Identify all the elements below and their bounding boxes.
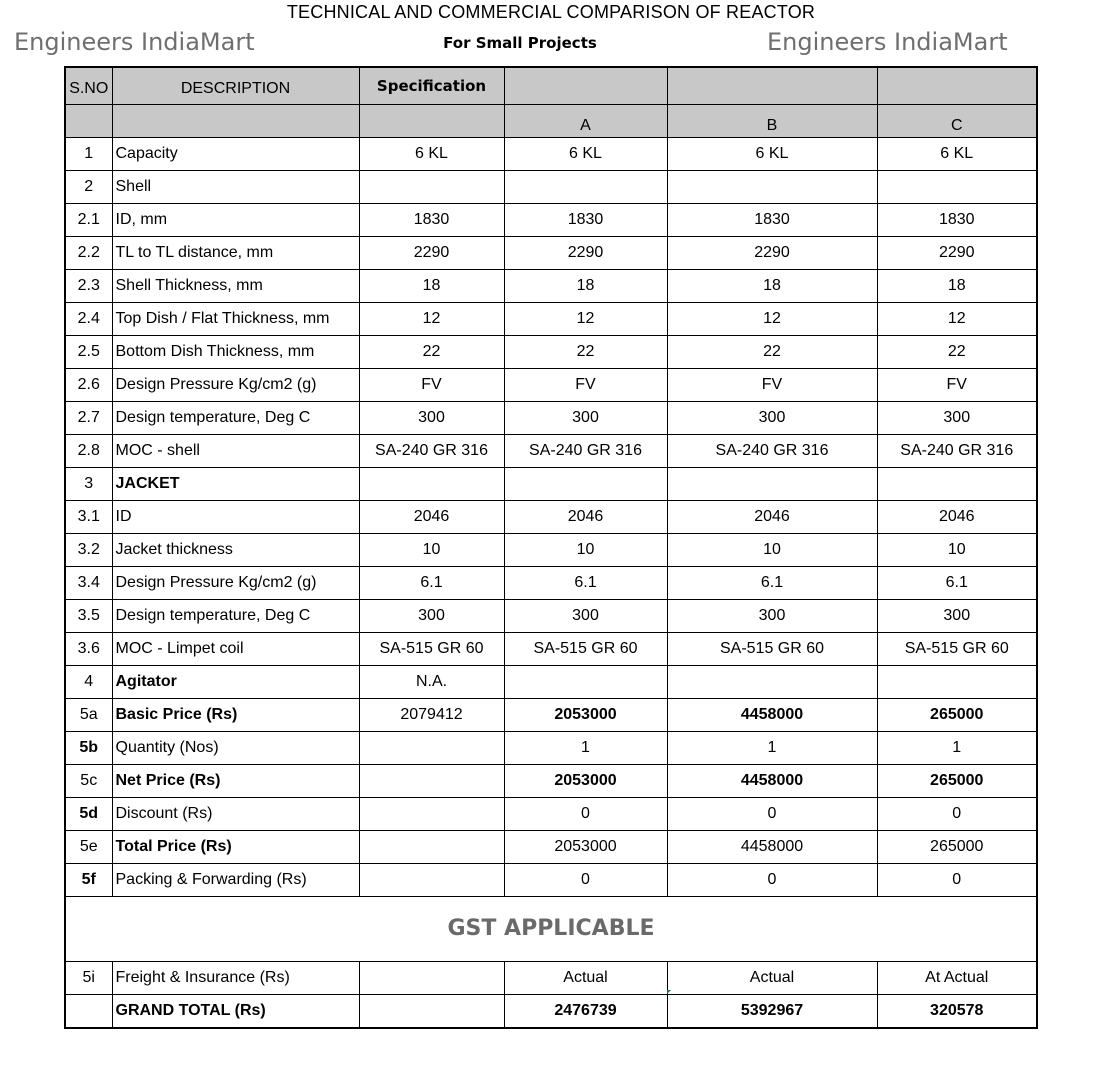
comparison-table (64, 66, 1038, 1029)
cell-description: Packing & Forwarding (Rs) (112, 864, 359, 897)
cell-description: Top Dish / Flat Thickness, mm (112, 303, 359, 336)
cell-vendor-c: 1 (877, 732, 1037, 765)
cell-specification: SA-240 GR 316 (359, 435, 504, 468)
cell-vendor-a: Actual (504, 962, 667, 995)
cell-description: GRAND TOTAL (Rs) (112, 995, 359, 1029)
cell-vendor-c (877, 666, 1037, 699)
cell-vendor-b: 0 (667, 864, 877, 897)
cell-vendor-a: 300 (504, 402, 667, 435)
cell-vendor-c (877, 171, 1037, 204)
header-specification: Specification (359, 67, 504, 105)
cell-vendor-a: 10 (504, 534, 667, 567)
cell-sno: 5d (65, 798, 112, 831)
cell-vendor-a (504, 171, 667, 204)
cell-vendor-c: 22 (877, 336, 1037, 369)
cell-vendor-b: 10 (667, 534, 877, 567)
header-blank-desc (112, 105, 359, 138)
cell-specification: 2046 (359, 501, 504, 534)
cell-vendor-b: 2290 (667, 237, 877, 270)
cell-sno: 3 (65, 468, 112, 501)
cell-sno: 2.6 (65, 369, 112, 402)
table-row (65, 501, 1037, 534)
cell-specification: N.A. (359, 666, 504, 699)
cell-vendor-b: 18 (667, 270, 877, 303)
cell-description: Shell Thickness, mm (112, 270, 359, 303)
cell-vendor-b: 5392967 (667, 995, 877, 1029)
cell-vendor-b: 22 (667, 336, 877, 369)
table-row (65, 864, 1037, 897)
cell-vendor-c: 320578 (877, 995, 1037, 1029)
table-row (65, 699, 1037, 732)
cell-vendor-a: 2053000 (504, 831, 667, 864)
cell-sno: 2.2 (65, 237, 112, 270)
table-row (65, 798, 1037, 831)
cell-vendor-b: SA-240 GR 316 (667, 435, 877, 468)
cell-vendor-a: 0 (504, 798, 667, 831)
cell-vendor-b: 4458000 (667, 765, 877, 798)
cell-description: ID, mm (112, 204, 359, 237)
cell-description: Shell (112, 171, 359, 204)
cell-vendor-b (667, 171, 877, 204)
cell-specification: 18 (359, 270, 504, 303)
cell-vendor-c: FV (877, 369, 1037, 402)
cell-vendor-a: 2476739 (504, 995, 667, 1029)
cell-vendor-a: 12 (504, 303, 667, 336)
cell-vendor-c: 10 (877, 534, 1037, 567)
header-vendor-a: A (504, 105, 667, 138)
cell-sno: 3.6 (65, 633, 112, 666)
cell-vendor-b: Actual (667, 962, 877, 995)
cell-vendor-b: 300 (667, 600, 877, 633)
cell-vendor-a: 300 (504, 600, 667, 633)
cell-vendor-b (667, 666, 877, 699)
document-title: TECHNICAL AND COMMERCIAL COMPARISON OF REACTOR (286, 2, 816, 22)
table-row (65, 633, 1037, 666)
cell-vendor-c: 1830 (877, 204, 1037, 237)
cell-sno: 2.7 (65, 402, 112, 435)
cell-vendor-a: 6.1 (504, 567, 667, 600)
header-blank-b (667, 67, 877, 105)
table-row (65, 732, 1037, 765)
cell-description: Capacity (112, 138, 359, 171)
cell-specification: 2079412 (359, 699, 504, 732)
cell-vendor-c: 265000 (877, 831, 1037, 864)
cell-vendor-a (504, 666, 667, 699)
cell-description: Design Pressure Kg/cm2 (g) (112, 369, 359, 402)
cell-sno: 3.5 (65, 600, 112, 633)
cell-sno: 3.4 (65, 567, 112, 600)
header-description: DESCRIPTION (112, 67, 359, 105)
cell-vendor-a: 6 KL (504, 138, 667, 171)
cell-vendor-b: 0 (667, 798, 877, 831)
table-row (65, 468, 1037, 501)
cell-sno: 2.4 (65, 303, 112, 336)
cell-vendor-a: 18 (504, 270, 667, 303)
cell-vendor-b: 4458000 (667, 699, 877, 732)
cell-sno: 1 (65, 138, 112, 171)
cell-specification: 300 (359, 402, 504, 435)
cell-vendor-c: 2046 (877, 501, 1037, 534)
cell-vendor-c: 6.1 (877, 567, 1037, 600)
cell-sno: 5b (65, 732, 112, 765)
table-row (65, 369, 1037, 402)
header-sno: S.NO (65, 67, 112, 105)
cell-specification: 22 (359, 336, 504, 369)
gst-note: GST APPLICABLE (65, 897, 1037, 962)
cell-specification: 10 (359, 534, 504, 567)
cell-vendor-c: 265000 (877, 765, 1037, 798)
table-row (65, 402, 1037, 435)
cell-sno: 5c (65, 765, 112, 798)
cell-vendor-c: 300 (877, 402, 1037, 435)
document-subtitle: For Small Projects (443, 34, 597, 52)
table-row (65, 237, 1037, 270)
cell-specification (359, 995, 504, 1029)
cell-vendor-c: At Actual (877, 962, 1037, 995)
cell-sno: 3.2 (65, 534, 112, 567)
watermark-left: Engineers IndiaMart (14, 28, 255, 56)
cell-specification: 1830 (359, 204, 504, 237)
cell-description: Jacket thickness (112, 534, 359, 567)
header-vendor-c: C (877, 105, 1037, 138)
cell-description: Total Price (Rs) (112, 831, 359, 864)
cell-vendor-c: SA-515 GR 60 (877, 633, 1037, 666)
cell-vendor-a: 22 (504, 336, 667, 369)
grand-total-row (65, 995, 1037, 1029)
watermark-right: Engineers IndiaMart (767, 28, 1008, 56)
table-row (65, 303, 1037, 336)
cell-vendor-a: SA-240 GR 316 (504, 435, 667, 468)
cell-sno (65, 995, 112, 1029)
header-vendor-b: B (667, 105, 877, 138)
table-row (65, 831, 1037, 864)
cell-vendor-c: 18 (877, 270, 1037, 303)
cell-vendor-b: 4458000 (667, 831, 877, 864)
cell-specification: 12 (359, 303, 504, 336)
cell-vendor-c: 12 (877, 303, 1037, 336)
table-row (65, 534, 1037, 567)
cell-vendor-a: FV (504, 369, 667, 402)
table-row (65, 138, 1037, 171)
cell-specification (359, 765, 504, 798)
gst-row (65, 897, 1037, 962)
cell-vendor-c (877, 468, 1037, 501)
cell-description: Discount (Rs) (112, 798, 359, 831)
cell-description: Net Price (Rs) (112, 765, 359, 798)
cell-sno: 5f (65, 864, 112, 897)
cell-specification (359, 798, 504, 831)
cell-specification: 6 KL (359, 138, 504, 171)
cell-vendor-b: 1830 (667, 204, 877, 237)
cell-vendor-a: 1830 (504, 204, 667, 237)
cell-vendor-c: 2290 (877, 237, 1037, 270)
cell-vendor-b: 1 (667, 732, 877, 765)
cell-sno: 5e (65, 831, 112, 864)
cell-sno: 3.1 (65, 501, 112, 534)
table-row (65, 336, 1037, 369)
cell-vendor-a: SA-515 GR 60 (504, 633, 667, 666)
cell-vendor-a: 2046 (504, 501, 667, 534)
table-row (65, 270, 1037, 303)
table-row (65, 204, 1037, 237)
cell-vendor-b: 12 (667, 303, 877, 336)
cell-vendor-b: SA-515 GR 60 (667, 633, 877, 666)
cell-specification: FV (359, 369, 504, 402)
cell-vendor-a: 2290 (504, 237, 667, 270)
cell-vendor-b: 2046 (667, 501, 877, 534)
table-row (65, 765, 1037, 798)
cell-vendor-c: 300 (877, 600, 1037, 633)
cell-specification: SA-515 GR 60 (359, 633, 504, 666)
header-blank-sno (65, 105, 112, 138)
cell-sno: 2.8 (65, 435, 112, 468)
freight-row (65, 962, 1037, 995)
cell-specification: 6.1 (359, 567, 504, 600)
cell-vendor-c: 6 KL (877, 138, 1037, 171)
cell-description: TL to TL distance, mm (112, 237, 359, 270)
cell-sno: 5i (65, 962, 112, 995)
header-blank-a (504, 67, 667, 105)
cell-specification (359, 732, 504, 765)
cell-vendor-a: 1 (504, 732, 667, 765)
cell-vendor-a: 2053000 (504, 765, 667, 798)
cell-specification (359, 171, 504, 204)
header-row (65, 67, 1037, 105)
cell-description: Design temperature, Deg C (112, 402, 359, 435)
table-row (65, 435, 1037, 468)
cell-corner-marker (667, 990, 671, 994)
cell-vendor-b: 300 (667, 402, 877, 435)
cell-description: JACKET (112, 468, 359, 501)
cell-sno: 2.1 (65, 204, 112, 237)
cell-sno: 4 (65, 666, 112, 699)
cell-description: Design Pressure Kg/cm2 (g) (112, 567, 359, 600)
cell-specification: 2290 (359, 237, 504, 270)
cell-vendor-b: FV (667, 369, 877, 402)
cell-specification (359, 831, 504, 864)
cell-vendor-a: 0 (504, 864, 667, 897)
cell-description: MOC - shell (112, 435, 359, 468)
cell-vendor-b: 6.1 (667, 567, 877, 600)
cell-specification (359, 864, 504, 897)
header-blank-c (877, 67, 1037, 105)
header-row-vendors (65, 105, 1037, 138)
cell-description: Design temperature, Deg C (112, 600, 359, 633)
table-row (65, 666, 1037, 699)
cell-vendor-c: 0 (877, 864, 1037, 897)
cell-specification (359, 468, 504, 501)
cell-description: Bottom Dish Thickness, mm (112, 336, 359, 369)
cell-description: Freight & Insurance (Rs) (112, 962, 359, 995)
table-row (65, 171, 1037, 204)
header-blank-spec (359, 105, 504, 138)
cell-sno: 2.5 (65, 336, 112, 369)
cell-vendor-a: 2053000 (504, 699, 667, 732)
cell-vendor-c: 265000 (877, 699, 1037, 732)
cell-specification: 300 (359, 600, 504, 633)
cell-vendor-c: SA-240 GR 316 (877, 435, 1037, 468)
cell-description: Quantity (Nos) (112, 732, 359, 765)
cell-sno: 2 (65, 171, 112, 204)
cell-vendor-a (504, 468, 667, 501)
cell-description: Basic Price (Rs) (112, 699, 359, 732)
cell-vendor-b: 6 KL (667, 138, 877, 171)
cell-vendor-b (667, 468, 877, 501)
cell-sno: 2.3 (65, 270, 112, 303)
table-row (65, 600, 1037, 633)
cell-sno: 5a (65, 699, 112, 732)
cell-description: Agitator (112, 666, 359, 699)
cell-description: MOC - Limpet coil (112, 633, 359, 666)
cell-specification (359, 962, 504, 995)
cell-description: ID (112, 501, 359, 534)
table-row (65, 567, 1037, 600)
cell-vendor-c: 0 (877, 798, 1037, 831)
